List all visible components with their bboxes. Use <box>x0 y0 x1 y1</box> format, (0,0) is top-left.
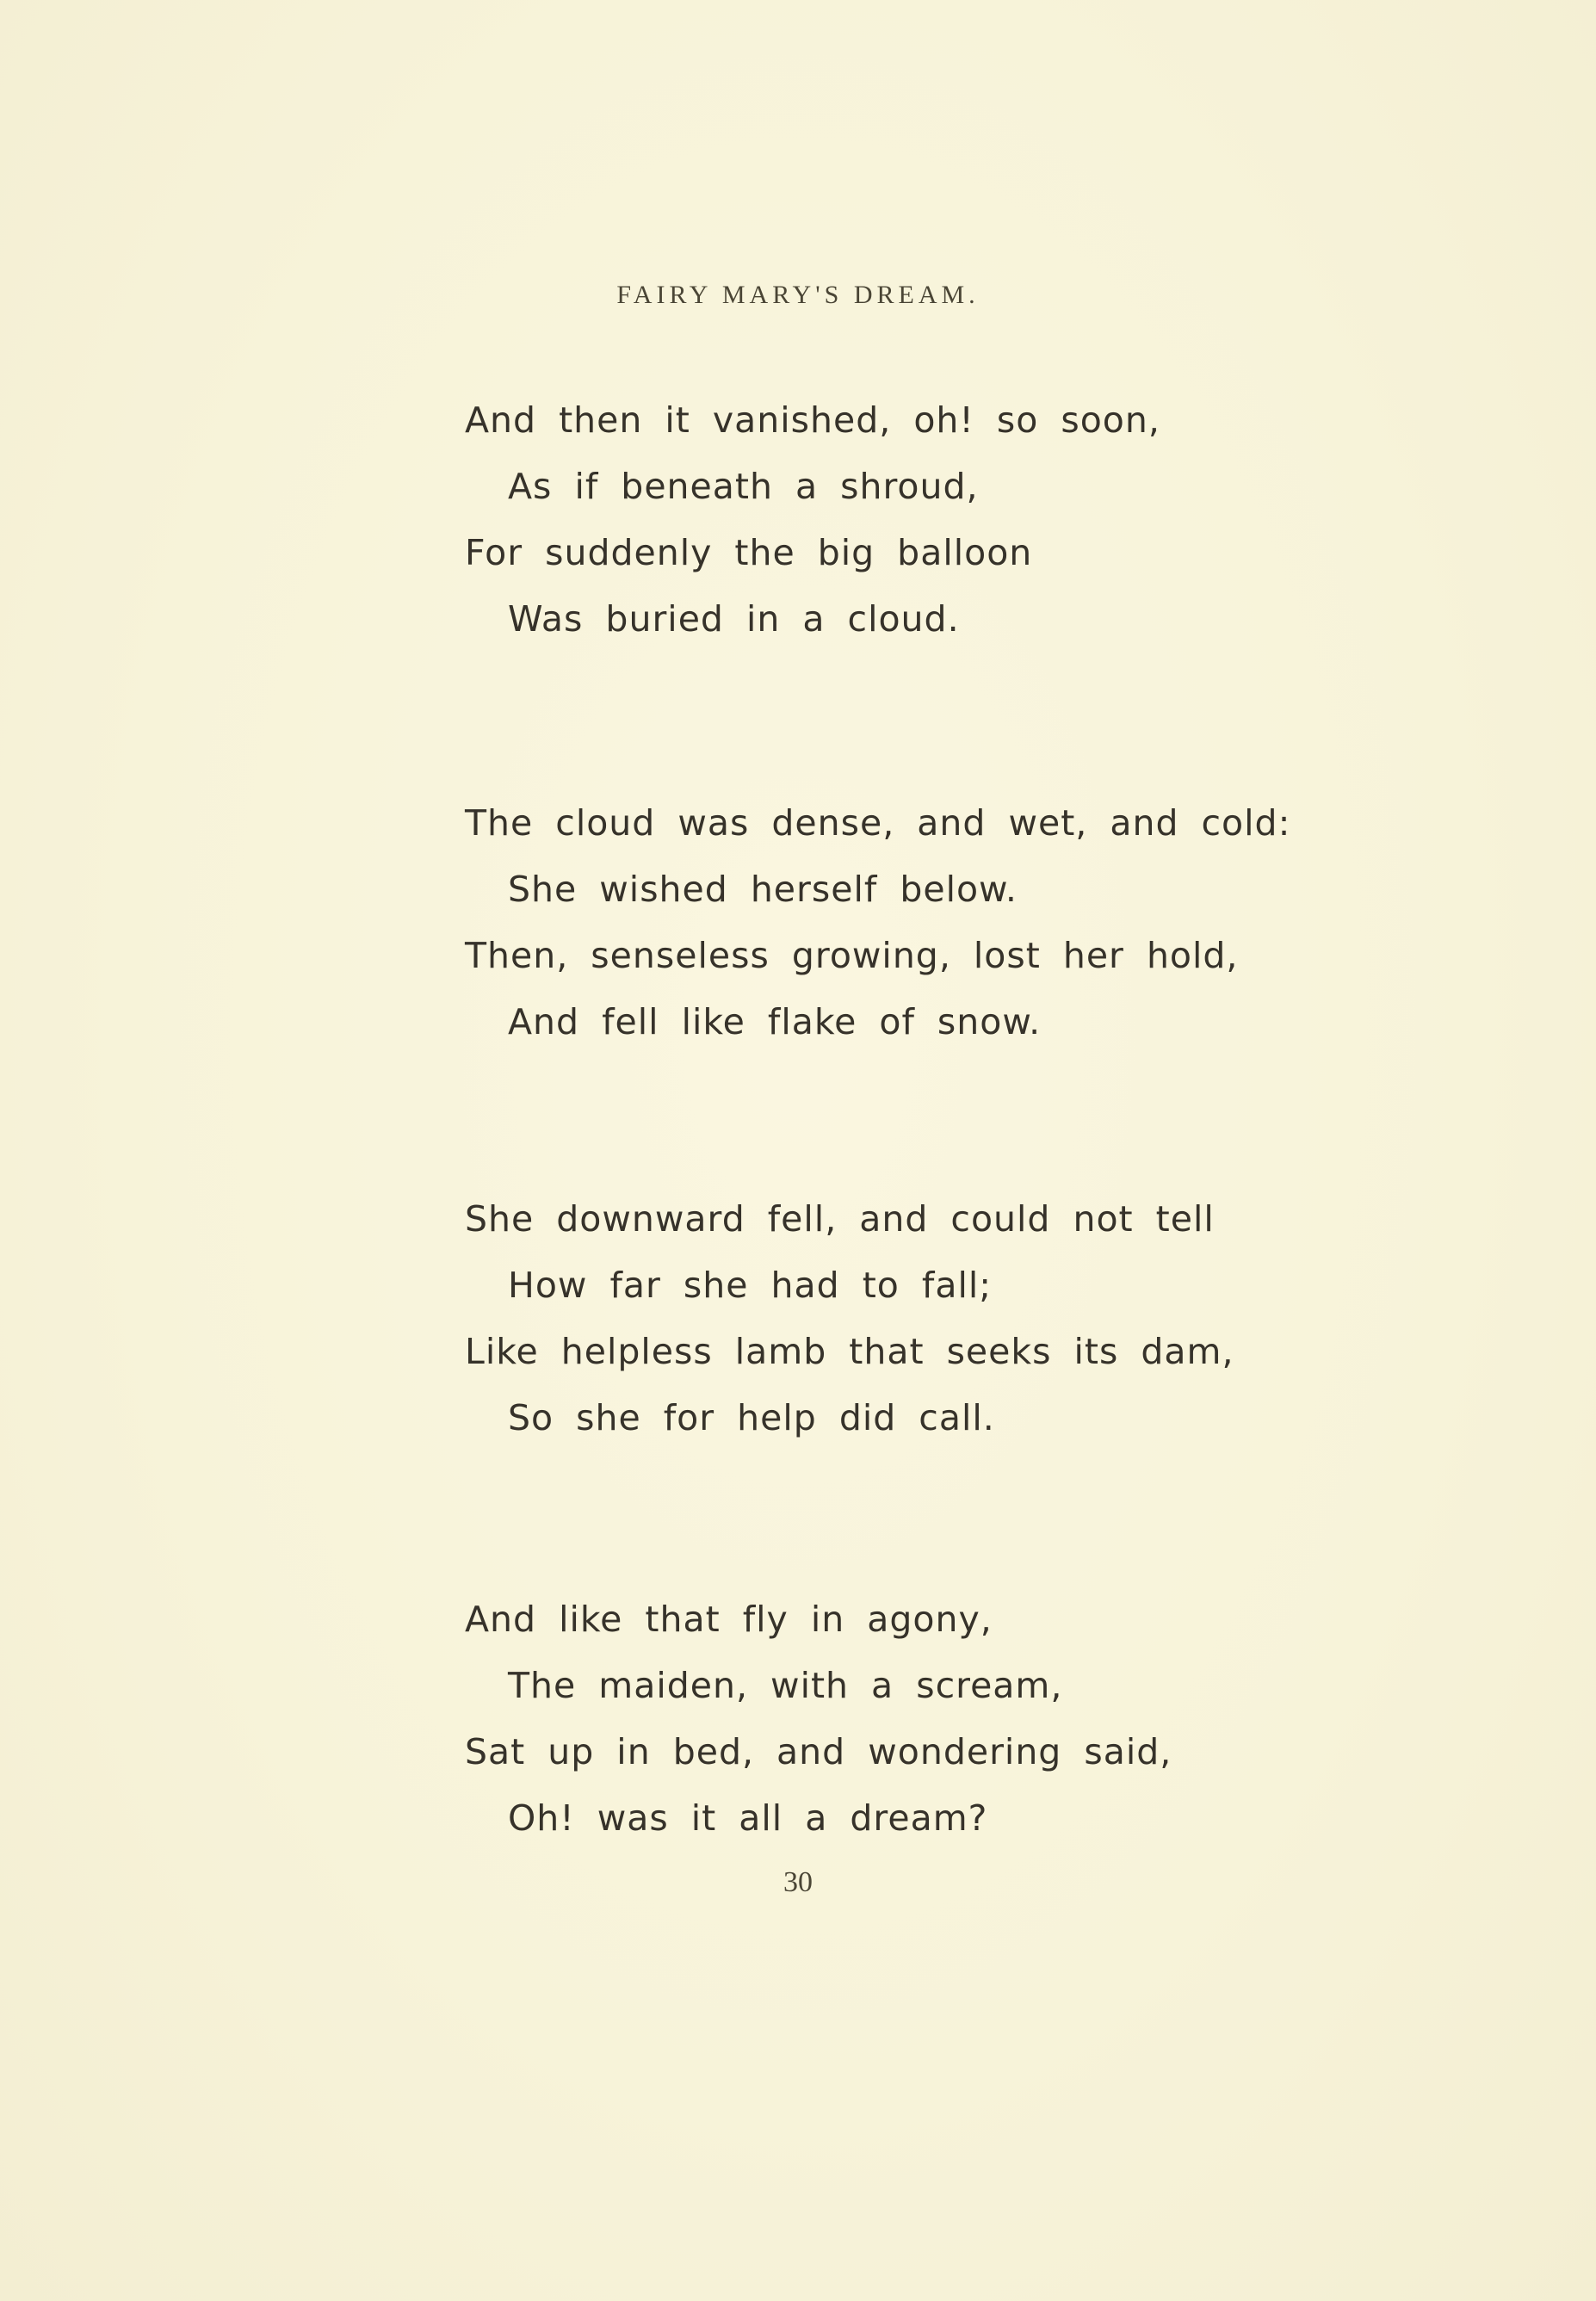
poem-line: Then, senseless growing, lost her hold, <box>465 935 1239 976</box>
poem-line: And fell like flake of snow. <box>508 1001 1042 1042</box>
poem-line: For suddenly the big balloon <box>465 532 1033 573</box>
poem-line: As if beneath a shroud, <box>508 466 979 507</box>
poem-line: How far she had to fall; <box>508 1265 993 1306</box>
poem-line: She downward fell, and could not tell <box>465 1198 1215 1240</box>
poem-line: And then it vanished, oh! so soon, <box>465 399 1160 441</box>
poem-line: The maiden, with a scream, <box>508 1665 1063 1706</box>
poem-line: Like helpless lamb that seeks its dam, <box>465 1331 1234 1372</box>
poem-line: Oh! was it all a dream? <box>508 1797 988 1839</box>
poem-line: So she for help did call. <box>508 1397 995 1438</box>
poem-line: Was buried in a cloud. <box>508 598 960 640</box>
poem-line: She wished herself below. <box>508 869 1018 910</box>
poem-line: Sat up in bed, and wondering said, <box>465 1731 1172 1772</box>
page-number: 30 <box>783 1866 813 1898</box>
poem-line: And like that fly in agony, <box>465 1599 993 1640</box>
poem-line: The cloud was dense, and wet, and cold: <box>465 802 1291 844</box>
running-head: FAIRY MARY'S DREAM. <box>616 281 980 309</box>
